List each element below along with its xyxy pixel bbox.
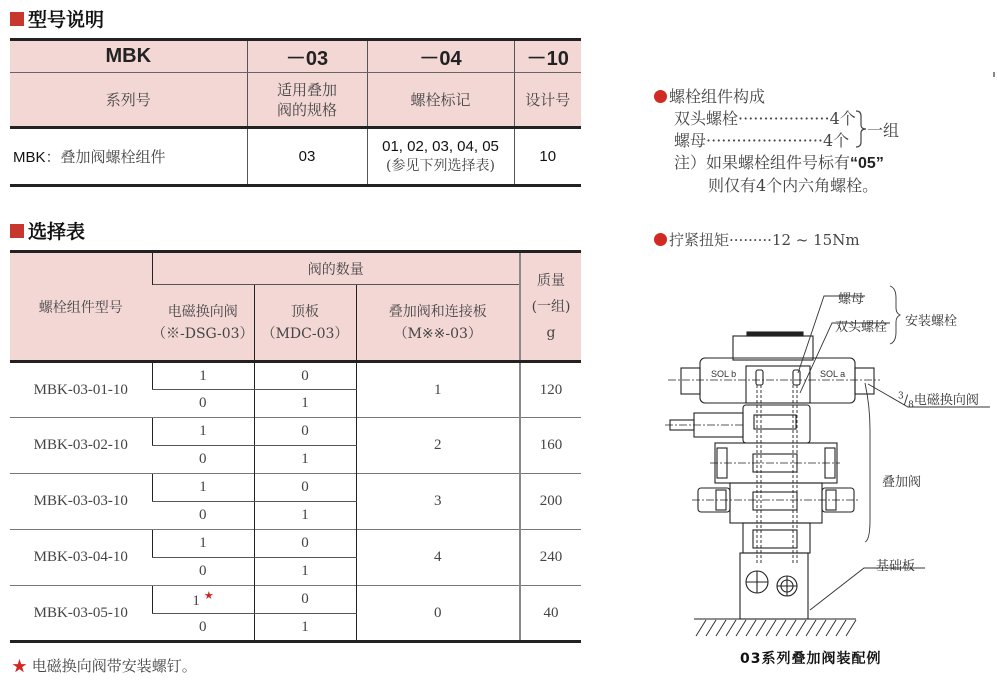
label-bolt: 螺栓标记 — [367, 73, 514, 128]
table-row: MBK-03-05-10 1 ★ 0 0 40 — [10, 586, 581, 614]
selection-header-row-1 — [10, 252, 581, 285]
nut-label: 螺母 — [838, 292, 865, 307]
diagram-caption: 03系列叠加阀装配例 — [740, 651, 882, 667]
table-row: 0 1 — [10, 390, 581, 418]
group-brace: 一组 — [855, 110, 899, 148]
table-row: MBK-03-04-10 1 0 4 240 — [10, 530, 581, 558]
selection-section-title: 选择表 — [10, 217, 85, 244]
composition-notes: 螺栓组件构成 双头螺栓··················4个 螺母·······················4个 注）如果螺栓组件号标有“05” 则仅有4个内六角螺栓。 — [654, 86, 884, 197]
code-bolt: －04 — [367, 40, 514, 73]
label-spec: 适用叠加 阀的规格 — [247, 73, 367, 128]
edge-mark — [993, 72, 995, 77]
stud-bolt-label: 双头螺栓 — [835, 320, 888, 335]
code-spec: －03 — [247, 40, 367, 73]
header-model: 螺栓组件型号 — [10, 252, 152, 362]
footnote: ★ 电磁换向阀带安装螺钉。 — [12, 657, 197, 675]
red-square-icon — [10, 224, 24, 238]
code-design: －10 — [514, 40, 581, 73]
sol-b-label: SOL b — [711, 369, 737, 379]
star-icon: ★ — [12, 657, 28, 675]
table-row: 0 1 — [10, 614, 581, 642]
value-spec: 03 — [247, 128, 367, 186]
right-brace-icon — [855, 110, 867, 148]
label-row — [10, 73, 581, 128]
assembly-diagram — [660, 280, 997, 640]
sol-a-label: SOL a — [820, 369, 846, 379]
model-section-title: 型号说明 — [10, 5, 104, 32]
header-solenoid: 电磁换向阀 （※-DSG-03） — [152, 285, 254, 362]
header-mass: 质量 (一组) g — [520, 252, 581, 362]
bullet-icon — [654, 233, 667, 246]
model-code-table — [10, 38, 581, 187]
value-row — [10, 128, 581, 186]
torque-spec: 拧紧扭矩·········12 ~ 15Nm — [654, 229, 860, 250]
table-row: 0 1 — [10, 446, 581, 474]
mounting-bolt-label: 安装螺栓 — [905, 314, 958, 329]
valve-stack-drawing — [660, 280, 997, 640]
base-plate-label: 基础板 — [876, 559, 916, 574]
header-valve-count: 阀的数量 — [152, 252, 520, 285]
code-row — [10, 40, 581, 73]
code-series: MBK — [10, 40, 247, 73]
table-row: MBK-03-03-10 1 0 3 200 — [10, 474, 581, 502]
star-icon: ★ — [203, 590, 214, 602]
table-row: MBK-03-01-10 1 0 1 120 — [10, 362, 581, 390]
table-row: 0 1 — [10, 558, 581, 586]
red-square-icon — [10, 12, 24, 26]
selection-table — [10, 250, 581, 643]
solenoid-valve-label: $^3/_8$电磁换向阀 — [898, 391, 979, 411]
value-series: MBK：叠加阀螺栓组件 — [10, 128, 247, 186]
label-series: 系列号 — [10, 73, 247, 128]
header-top-plate: 顶板 （MDC-03） — [254, 285, 356, 362]
label-design: 设计号 — [514, 73, 581, 128]
header-modular: 叠加阀和连接板 （M※※-03） — [356, 285, 520, 362]
table-row: 0 1 — [10, 502, 581, 530]
value-bolt: 01, 02, 03, 04, 05 (参见下列选择表) — [367, 128, 514, 186]
modular-valve-label: 叠加阀 — [882, 475, 922, 490]
value-design: 10 — [514, 128, 581, 186]
table-row: MBK-03-02-10 1 0 2 160 — [10, 418, 581, 446]
bullet-icon — [654, 90, 667, 103]
